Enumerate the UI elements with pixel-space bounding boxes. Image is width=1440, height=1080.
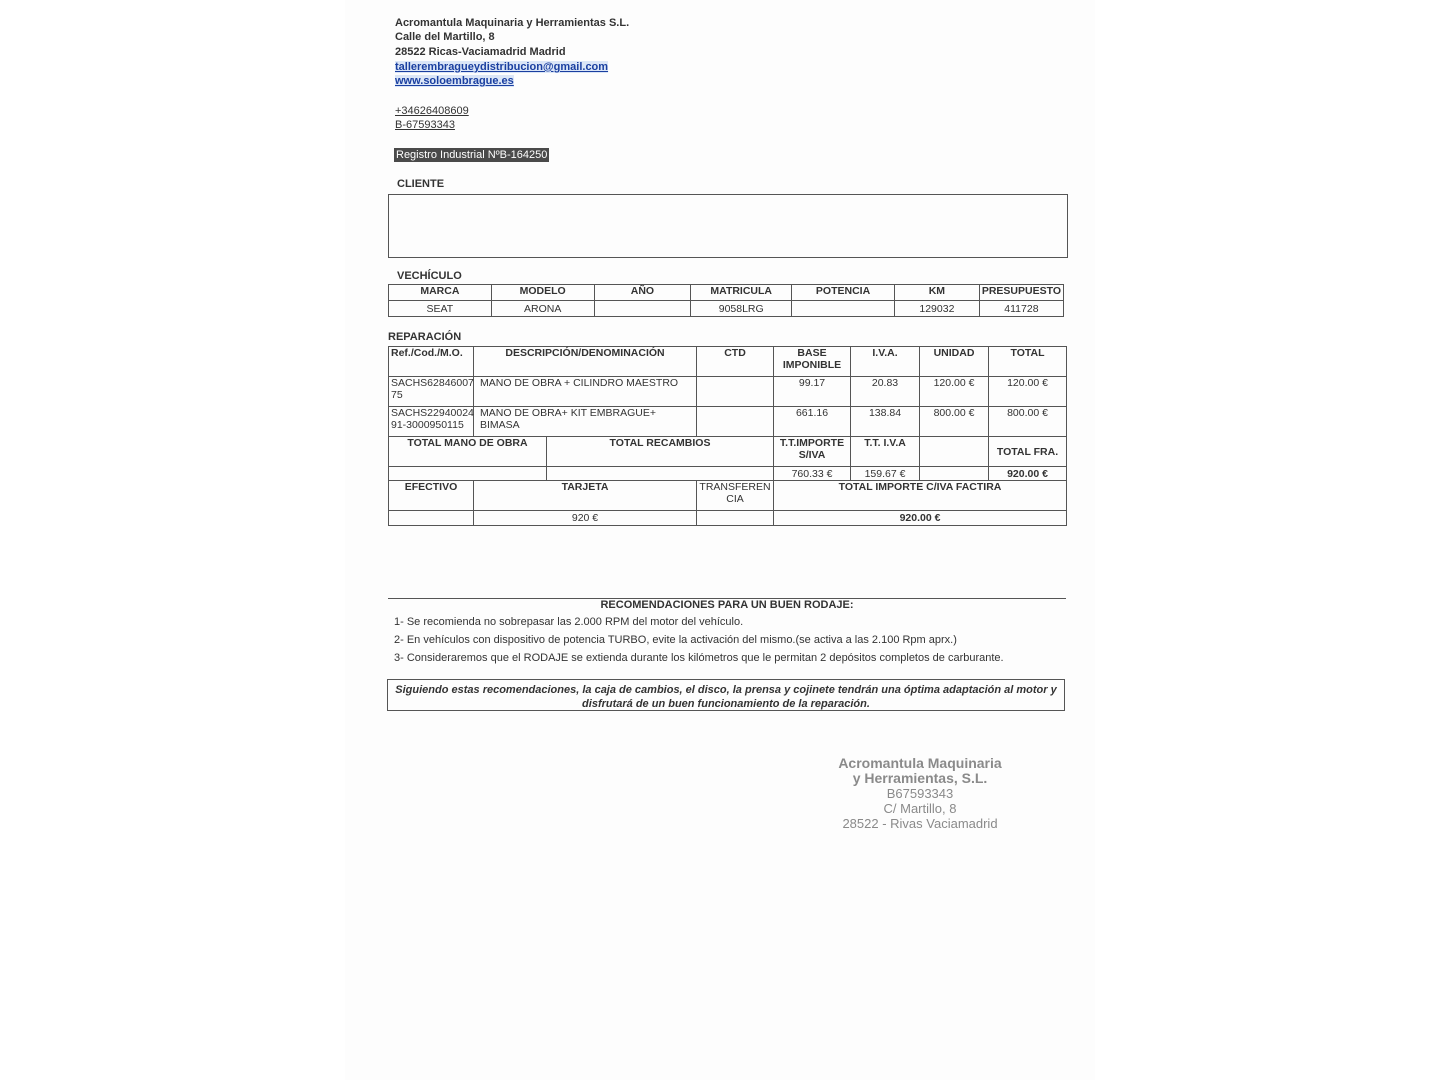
repair-row-ctd [697,407,774,437]
total-empty-cell [920,437,989,467]
stamp-line: Acromantula Maquinaria [838,755,1002,771]
repair-row-ctd [697,377,774,407]
company-street: Calle del Martillo, 8 [395,31,495,43]
repair-row-unidad: 800.00 € [920,407,989,437]
repair-row-base: 661.16 [774,407,851,437]
repair-row-ref: SACHS62846007 75 [389,377,474,407]
table-row [389,407,1067,437]
repair-table [388,346,1067,526]
company-cif: B-67593343 [395,119,455,131]
tarjeta-label: TARJETA [474,481,697,511]
stamp-line: C/ Martillo, 8 [883,801,957,816]
vehicle-potencia [792,301,895,317]
cliente-label: CLIENTE [397,178,445,190]
total-empty-value [920,467,989,481]
vehicle-header-potencia: POTENCIA [792,285,895,301]
tt-importe-value: 760.33 € [774,467,851,481]
company-stamp [820,756,1020,831]
transferencia-label: TRANSFERENCIA [697,481,774,511]
reparacion-label: REPARACIÓN [388,331,462,343]
repair-row-total: 120.00 € [989,377,1067,407]
advice-box: Siguiendo estas recomendaciones, la caja de cambios, el disco, la prensa y cojinete tendrán una óptima adaptación al motor y disfrutará de un buen funcionamiento de la reparación. [387,679,1065,711]
vehicle-header-marca: MARCA [389,285,492,301]
vehicle-presupuesto: 411728 [979,301,1063,317]
repair-row-total: 800.00 € [989,407,1067,437]
company-city: 28522 Ricas-Vaciamadrid Madrid [395,46,566,58]
repair-row-iva: 20.83 [851,377,920,407]
total-recambios-label: TOTAL RECAMBIOS [547,437,774,467]
vehiculo-label: VECHÍCULO [397,270,462,282]
document-page [345,0,1095,1080]
vehicle-ano [594,301,691,317]
vehicle-modelo: ARONA [491,301,594,317]
tarjeta-value: 920 € [474,511,697,526]
repair-row-unidad: 120.00 € [920,377,989,407]
company-website-link[interactable]: www.soloembrague.es [395,75,514,87]
repair-header-ctd: CTD [697,347,774,377]
vehicle-header-modelo: MODELO [491,285,594,301]
stamp-line: B67593343 [886,786,954,801]
total-importe-iva-label: TOTAL IMPORTE C/IVA FACTIRA [774,481,1067,511]
table-row [389,377,1067,407]
repair-row-ref: SACHS22940024 91-3000950115 [389,407,474,437]
registry-number: Registro Industrial NºB-164250 [396,149,548,161]
recommendation-item: 1- Se recomienda no sobrepasar las 2.000 RPM del motor del vehículo. [394,616,744,628]
stamp-line: y Herramientas, S.L. [852,770,988,786]
recommendations-title: RECOMENDACIONES PARA UN BUEN RODAJE: [600,599,854,611]
stamp-line: 28522 - Rivas Vaciamadrid [842,816,998,831]
company-email-link[interactable]: tallerembragueydistribucion@gmail.com [395,61,609,73]
repair-header-desc: DESCRIPCIÓN/DENOMINACIÓN [474,347,697,377]
repair-header-base: BASE IMPONIBLE [774,347,851,377]
vehicle-header-matricula: MATRICULA [691,285,792,301]
repair-header-ref: Ref./Cod./M.O. [389,347,474,377]
vehicle-km: 129032 [894,301,979,317]
recommendation-item: 3- Consideraremos que el RODAJE se extienda durante los kilómetros que le permitan 2 depósitos completos de carburante. [394,652,1004,664]
vehicle-header-km: KM [894,285,979,301]
tt-iva-label: T.T. I.V.A [851,437,920,467]
total-mano-obra-label: TOTAL MANO DE OBRA [389,437,547,467]
repair-row-base: 99.17 [774,377,851,407]
vehicle-marca: SEAT [389,301,492,317]
vehicle-header-presupuesto: PRESUPUESTO [979,285,1063,301]
tt-iva-value: 159.67 € [851,467,920,481]
efectivo-value [389,511,474,526]
repair-header-iva: I.V.A. [851,347,920,377]
vehicle-header-ano: AÑO [594,285,691,301]
total-fra-label: TOTAL FRA. [989,437,1067,467]
company-name: Acromantula Maquinaria y Herramientas S.L. [395,17,630,29]
cliente-box [388,194,1068,258]
efectivo-label: EFECTIVO [389,481,474,511]
total-mano-obra-value [389,467,547,481]
vehicle-matricula: 9058LRG [691,301,792,317]
vehicle-table [388,284,1064,317]
transferencia-value [697,511,774,526]
repair-header-unidad: UNIDAD [920,347,989,377]
repair-row-iva: 138.84 [851,407,920,437]
recommendation-item: 2- En vehículos con dispositivo de potencia TURBO, evite la activación del mismo.(se activa a las 2.100 Rpm aprx.) [394,634,957,646]
repair-header-total: TOTAL [989,347,1067,377]
total-fra-value: 920.00 € [989,467,1067,481]
repair-row-desc: MANO DE OBRA + CILINDRO MAESTRO [474,377,697,407]
repair-row-desc: MANO DE OBRA+ KIT EMBRAGUE+ BIMASA [474,407,697,437]
total-recambios-value [547,467,774,481]
total-importe-iva-value: 920.00 € [774,511,1067,526]
company-phone: +34626408609 [395,105,469,117]
tt-importe-label: T.T.IMPORTE S/IVA [774,437,851,467]
